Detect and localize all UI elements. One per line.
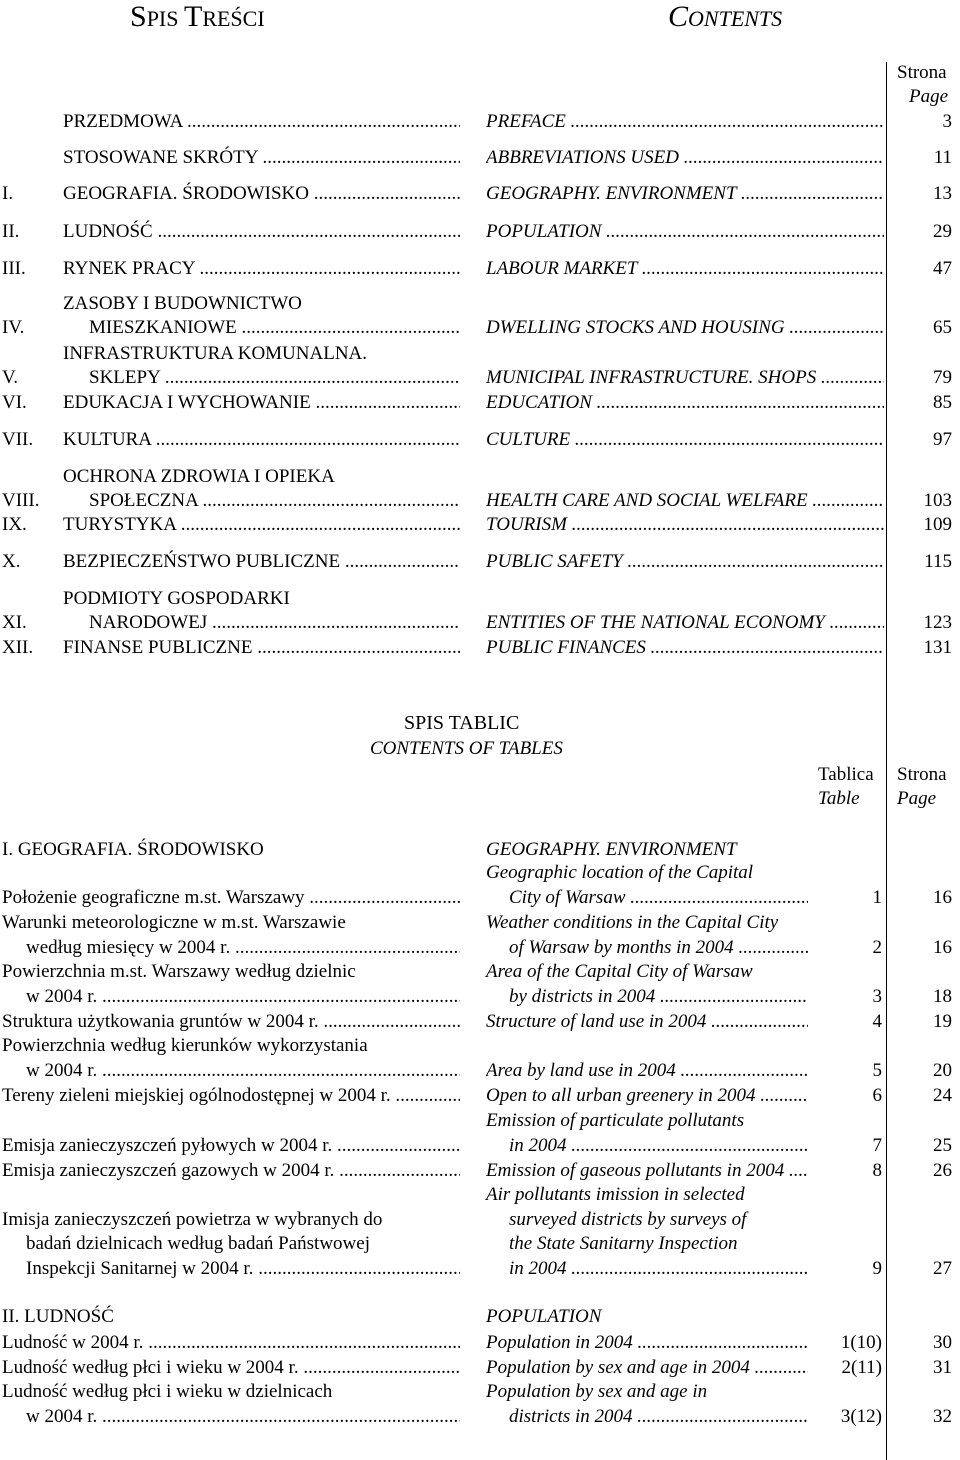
table-entry-title-en: Emission of particulate pollutants	[486, 1110, 745, 1132]
tables-title-en: CONTENTS OF TABLES	[370, 738, 563, 759]
table-entry-title-en: surveyed districts by surveys of	[509, 1208, 747, 1230]
table-entry-number: 7	[872, 1135, 882, 1156]
contents-row-title-en: DWELLING STOCKS AND HOUSING .....	[486, 316, 884, 340]
contents-row-title-en: CULTURE .....	[486, 428, 884, 452]
contents-row-title-en: MUNICIPAL INFRASTRUCTURE. SHOPS .....	[486, 366, 884, 390]
contents-row-number: VII.	[2, 429, 34, 450]
contents-row-number: IV.	[2, 317, 25, 338]
contents-row-number: VIII.	[2, 490, 40, 511]
contents-row-title-en: ABBREVIATIONS USED .....	[486, 146, 884, 170]
table-header-en: Table	[818, 788, 860, 809]
contents-row-page: 109	[923, 514, 952, 535]
contents-row-title-pl: FINANSE PUBLICZNE .....	[63, 636, 460, 660]
contents-row-number: XII.	[2, 637, 34, 658]
contents-row-title-en: TOURISM .....	[486, 513, 884, 537]
contents-row-number: X.	[2, 551, 21, 572]
table-entry-title-en: Open to all urban greenery in 2004 .....	[486, 1084, 808, 1108]
contents-row-title-pl-line1: ZASOBY I BUDOWNICTWO	[63, 293, 302, 314]
table-entry-title-en: City of Warsaw .....	[509, 886, 808, 910]
table-entry-title-pl: Emisja zanieczyszczeń pyłowych w 2004 r. .....	[2, 1134, 460, 1158]
contents-row-title-pl: NARODOWEJ .....	[89, 611, 460, 635]
table-entry-title-en: districts in 2004 .....	[509, 1405, 808, 1429]
contents-row-title-pl: RYNEK PRACY .....	[63, 257, 460, 281]
contents-row-title-en: LABOUR MARKET .....	[486, 257, 884, 281]
table-entry-title-pl: w 2004 r. .....	[26, 1405, 460, 1429]
table-entry-title-pl: Inspekcji Sanitarnej w 2004 r. .....	[26, 1257, 460, 1281]
contents-row-title-en: PREFACE .....	[486, 110, 884, 134]
table-entry-page: 25	[933, 1135, 952, 1156]
table-entry-title-en: Population by sex and age in 2004 .....	[486, 1356, 808, 1380]
contents-row-title-pl: KULTURA .....	[63, 428, 460, 452]
table-entry-title-en: Area of the Capital City of Warsaw	[486, 961, 753, 983]
table-entry-title-pl: Ludność według płci i wieku w dzielnicach	[2, 1381, 333, 1403]
contents-row-page: 47	[933, 258, 952, 279]
title-polish: SPIS TREŚCI	[130, 0, 265, 33]
contents-row-title-pl: GEOGRAFIA. ŚRODOWISKO .....	[63, 182, 460, 206]
table-entry-title-pl: Warunki meteorologiczne w m.st. Warszawie	[2, 912, 346, 934]
contents-row-number: V.	[2, 367, 19, 388]
table-entry-page: 30	[933, 1332, 952, 1353]
contents-row-title-pl: SPOŁECZNA .....	[89, 489, 460, 513]
contents-row-title-pl: TURYSTYKA .....	[63, 513, 460, 537]
contents-row-title-en: POPULATION .....	[486, 220, 884, 244]
contents-row-number: I.	[2, 183, 14, 204]
contents-row-title-en: PUBLIC SAFETY .....	[486, 550, 884, 574]
table-entry-title-pl: w 2004 r. .....	[26, 1059, 460, 1083]
table-entry-title-pl: Emisja zanieczyszczeń gazowych w 2004 r. .....	[2, 1159, 460, 1183]
table-entry-title-en: in 2004 .....	[509, 1257, 808, 1281]
table-entry-page: 32	[933, 1406, 952, 1427]
table-entry-page: 26	[933, 1160, 952, 1181]
table-entry-number: 4	[872, 1011, 882, 1032]
contents-row-title-pl: STOSOWANE SKRÓTY .....	[63, 146, 460, 170]
table-entry-page: 27	[933, 1258, 952, 1279]
table-entry-title-pl: Ludność według płci i wieku w 2004 r. .....	[2, 1356, 460, 1380]
table-entry-title-pl: Położenie geograficzne m.st. Warszawy .....	[2, 886, 460, 910]
section-heading-en: POPULATION	[486, 1306, 602, 1327]
contents-row-page: 13	[933, 183, 952, 204]
contents-row-number: XI.	[2, 612, 27, 633]
table-entry-title-en: the State Sanitarny Inspection	[509, 1233, 738, 1255]
table-entry-number: 8	[872, 1160, 882, 1181]
contents-row-title-pl: SKLEPY .....	[89, 366, 460, 390]
table-entry-title-en: Population by sex and age in	[486, 1381, 708, 1403]
contents-row-number: III.	[2, 258, 26, 279]
table-entry-number: 2	[872, 937, 882, 958]
table-entry-title-en: of Warsaw by months in 2004 .....	[509, 936, 808, 960]
table-entry-title-pl: Imisja zanieczyszczeń powietrza w wybranych do	[2, 1208, 383, 1230]
contents-row-title-pl: PRZEDMOWA .....	[63, 110, 460, 134]
table-entry-number: 1(10)	[840, 1332, 882, 1353]
table-entry-title-en: in 2004 .....	[509, 1134, 808, 1158]
table-entry-page: 16	[933, 937, 952, 958]
table-entry-title-en: Emission of gaseous pollutants in 2004 .....	[486, 1159, 808, 1183]
tables-title-pl: SPIS TABLIC	[404, 712, 520, 734]
contents-row-title-pl: EDUKACJA I WYCHOWANIE .....	[63, 391, 460, 415]
contents-row-title-pl: LUDNOŚĆ .....	[63, 220, 460, 244]
table-entry-title-pl: w 2004 r. .....	[26, 985, 460, 1009]
table-entry-title-pl: Powierzchnia m.st. Warszawy według dzielnic	[2, 961, 356, 983]
table-entry-page: 24	[933, 1085, 952, 1106]
contents-row-title-en: EDUCATION .....	[486, 391, 884, 415]
contents-row-title-pl-line1: OCHRONA ZDROWIA I OPIEKA	[63, 466, 335, 487]
table-entry-title-pl: Tereny zieleni miejskiej ogólnodostępnej w 2004 r. .....	[2, 1084, 460, 1108]
page-header2-pl: Strona	[897, 764, 947, 785]
table-entry-page: 20	[933, 1060, 952, 1081]
table-entry-number: 1	[872, 887, 882, 908]
table-header-pl: Tablica	[818, 764, 874, 785]
section-heading-pl: I. GEOGRAFIA. ŚRODOWISKO	[2, 839, 264, 860]
table-entry-number: 2(11)	[841, 1357, 882, 1378]
contents-row-title-en: HEALTH CARE AND SOCIAL WELFARE .....	[486, 489, 884, 513]
contents-row-number: VI.	[2, 392, 27, 413]
table-entry-number: 3	[872, 986, 882, 1007]
contents-row-page: 115	[924, 551, 952, 572]
page-column-divider	[886, 62, 887, 1460]
page-header-en: Page	[909, 86, 949, 107]
contents-row-page: 85	[933, 392, 952, 413]
table-entry-title-en: by districts in 2004 .....	[509, 985, 808, 1009]
table-entry-title-en: Area by land use in 2004 .....	[486, 1059, 808, 1083]
table-entry-number: 9	[872, 1258, 882, 1279]
contents-row-number: II.	[2, 221, 20, 242]
table-entry-title-en: Air pollutants imission in selected	[486, 1184, 745, 1206]
page-header2-en: Page	[897, 788, 937, 809]
contents-row-title-en: GEOGRAPHY. ENVIRONMENT .....	[486, 182, 884, 206]
table-entry-title-pl: badań dzielnicach według badań Państwowej	[26, 1233, 370, 1255]
table-entry-title-en: Geographic location of the Capital	[486, 862, 754, 884]
contents-row-page: 123	[923, 612, 952, 633]
contents-row-page: 3	[942, 111, 952, 132]
contents-row-page: 97	[933, 429, 952, 450]
table-entry-title-en: Weather conditions in the Capital City	[486, 912, 779, 934]
page-header-pl: Strona	[897, 62, 947, 83]
table-entry-title-pl: Ludność w 2004 r. .....	[2, 1331, 460, 1355]
table-entry-number: 5	[872, 1060, 882, 1081]
table-entry-number: 6	[872, 1085, 882, 1106]
contents-row-page: 29	[933, 221, 952, 242]
table-entry-page: 31	[933, 1357, 952, 1378]
contents-row-page: 79	[933, 367, 952, 388]
section-heading-pl: II. LUDNOŚĆ	[2, 1306, 114, 1327]
section-heading-en: GEOGRAPHY. ENVIRONMENT	[486, 839, 737, 860]
table-entry-title-pl: Struktura użytkowania gruntów w 2004 r. .....	[2, 1010, 460, 1034]
contents-row-page: 103	[923, 490, 952, 511]
table-entry-title-en: Structure of land use in 2004 .....	[486, 1010, 808, 1034]
table-entry-page: 18	[933, 986, 952, 1007]
contents-row-title-pl: MIESZKANIOWE .....	[89, 316, 460, 340]
contents-row-title-pl-line1: INFRASTRUKTURA KOMUNALNA.	[63, 343, 368, 364]
title-english: CONTENTS	[668, 0, 783, 33]
contents-row-title-pl-line1: PODMIOTY GOSPODARKI	[63, 588, 290, 609]
table-entry-page: 16	[933, 887, 952, 908]
table-entry-number: 3(12)	[840, 1406, 882, 1427]
table-entry-title-pl: według miesięcy w 2004 r. .....	[26, 936, 460, 960]
contents-row-title-pl: BEZPIECZEŃSTWO PUBLICZNE .....	[63, 550, 460, 574]
contents-row-number: IX.	[2, 514, 27, 535]
contents-row-page: 131	[923, 637, 952, 658]
table-entry-title-pl: Powierzchnia według kierunków wykorzystania	[2, 1035, 368, 1057]
contents-row-title-en: ENTITIES OF THE NATIONAL ECONOMY .....	[486, 611, 884, 635]
contents-row-page: 65	[933, 317, 952, 338]
contents-row-title-en: PUBLIC FINANCES .....	[486, 636, 884, 660]
contents-row-page: 11	[933, 147, 952, 168]
table-entry-title-en: Population in 2004 .....	[486, 1331, 808, 1355]
table-entry-page: 19	[933, 1011, 952, 1032]
